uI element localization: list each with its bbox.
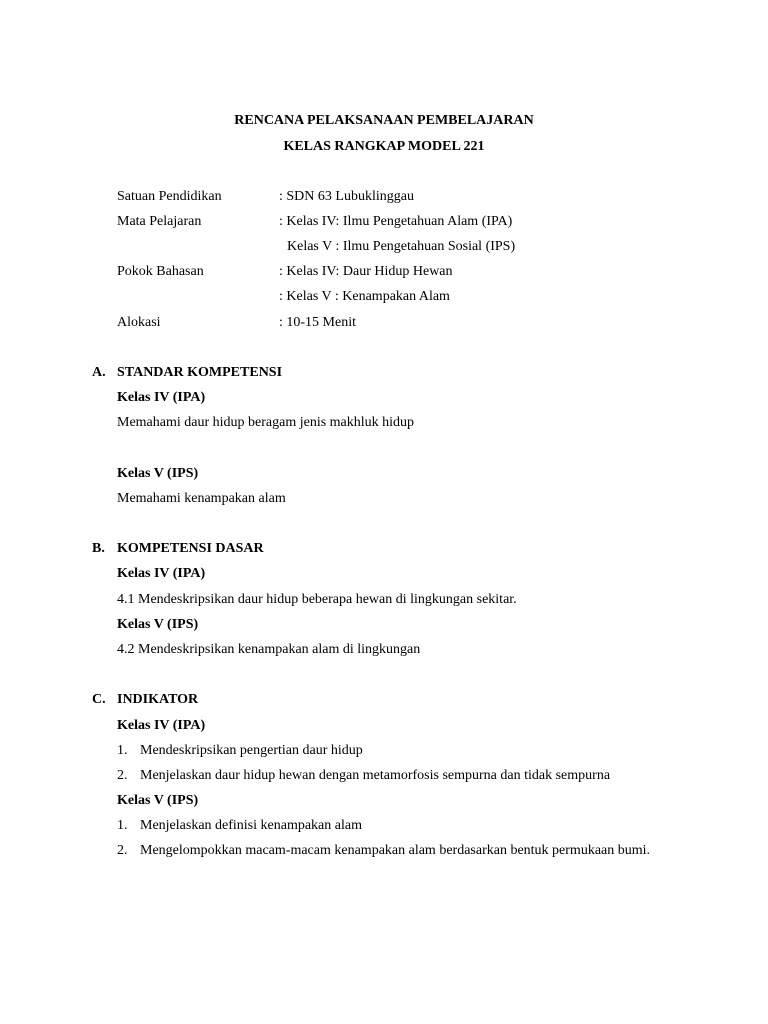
list-item: Menjelaskan daur hidup hewan dengan metamorfosis sempurna dan tidak sempurna [140, 768, 611, 783]
mapel-value-2: Kelas V : Ilmu Pengetahuan Sosial (IPS) [287, 239, 516, 254]
alokasi-label: Alokasi [117, 315, 161, 330]
document-subtitle: KELAS RANGKAP MODEL 221 [283, 139, 485, 154]
section-a-kelas-v-text: Memahami kenampakan alam [117, 491, 286, 506]
mapel-value-1: : Kelas IV: Ilmu Pengetahuan Alam (IPA) [279, 214, 513, 229]
section-a-letter: A. [92, 365, 106, 380]
section-b-kelas-iv: Kelas IV (IPA) [117, 566, 206, 581]
section-c-kelas-v: Kelas V (IPS) [117, 793, 199, 808]
section-a-kelas-iv: Kelas IV (IPA) [117, 390, 206, 405]
list-item-number: 1. [117, 743, 128, 758]
list-item-number: 1. [117, 818, 128, 833]
list-item-number: 2. [117, 843, 128, 858]
alokasi-value: : 10-15 Menit [279, 315, 356, 330]
section-a-heading: STANDAR KOMPETENSI [117, 365, 283, 380]
pokok-value-1: : Kelas IV: Daur Hidup Hewan [279, 264, 453, 279]
document-title: RENCANA PELAKSANAAN PEMBELAJARAN [234, 113, 534, 128]
pokok-label: Pokok Bahasan [117, 264, 204, 279]
section-b-kelas-v-text: 4.2 Mendeskripsikan kenampakan alam di lingkungan [117, 642, 421, 657]
section-a-kelas-iv-text: Memahami daur hidup beragam jenis makhluk hidup [117, 415, 415, 430]
pokok-value-2: : Kelas V : Kenampakan Alam [279, 289, 450, 304]
section-c-kelas-iv: Kelas IV (IPA) [117, 718, 206, 733]
satuan-label: Satuan Pendidikan [117, 189, 222, 204]
section-c-heading: INDIKATOR [117, 692, 199, 707]
section-c-letter: C. [92, 692, 106, 707]
satuan-value: : SDN 63 Lubuklinggau [279, 189, 414, 204]
section-b-letter: B. [92, 541, 105, 556]
section-b-kelas-v: Kelas V (IPS) [117, 617, 199, 632]
section-b-kelas-iv-text: 4.1 Mendeskripsikan daur hidup beberapa hewan di lingkungan sekitar. [117, 592, 517, 607]
section-b-heading: KOMPETENSI DASAR [117, 541, 264, 556]
list-item: Mendeskripsikan pengertian daur hidup [140, 743, 363, 758]
list-item: Menjelaskan definisi kenampakan alam [140, 818, 362, 833]
list-item-number: 2. [117, 768, 128, 783]
section-a-kelas-v: Kelas V (IPS) [117, 466, 199, 481]
mapel-label: Mata Pelajaran [117, 214, 202, 229]
list-item: Mengelompokkan macam-macam kenampakan alam berdasarkan bentuk permukaan bumi. [140, 843, 651, 858]
